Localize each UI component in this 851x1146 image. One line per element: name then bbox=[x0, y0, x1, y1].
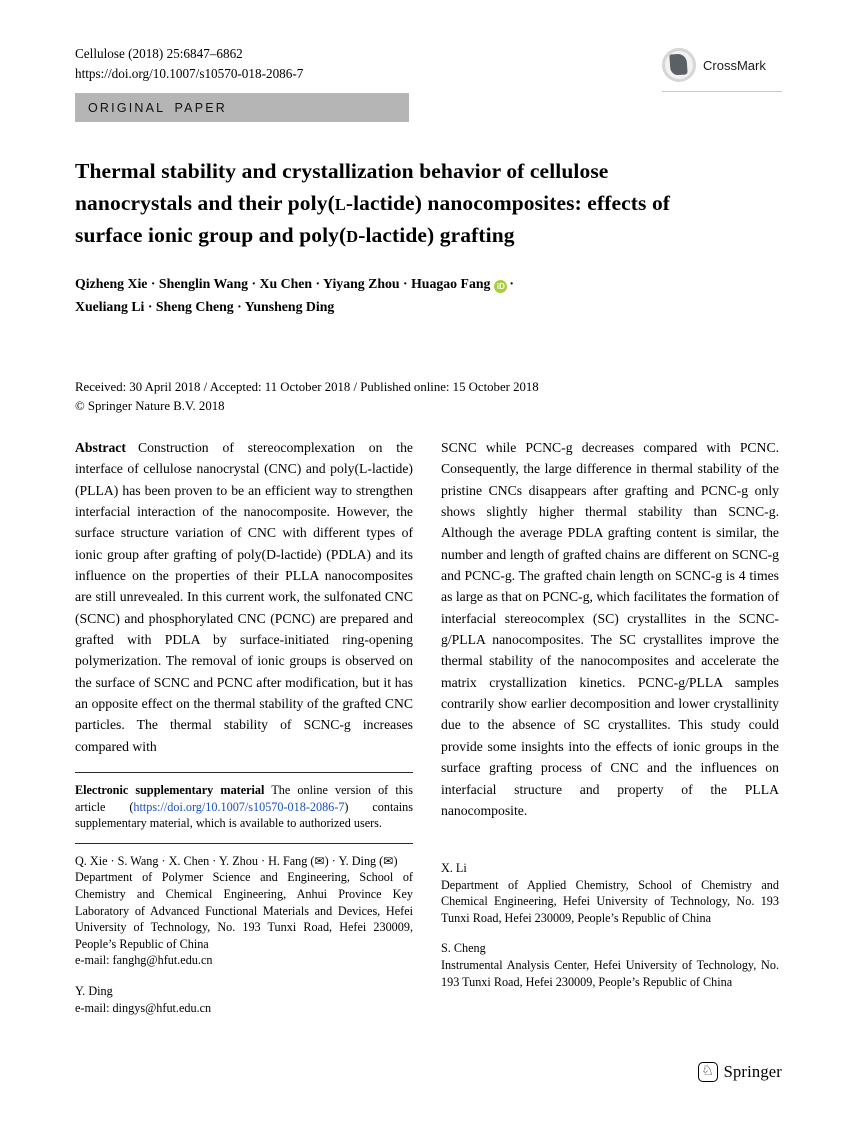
header-citation-block bbox=[75, 44, 303, 84]
abstract-text-right: SCNC while PCNC-g decreases compared with PCNC. Consequently, the large difference in thermal stability of the pristine CNCs disappears after grafting and PCNC-g only shows slightly higher thermal stability than SCNC-g. Although the average PDLA grafting content is similar, the number and length of grafted chains are different on SCNC-g and PCNC-g. The grafted chain length on SCNC-g is 4 times as large as that on PCNC-g, which facilitates the formation of interfacial stereocomplex (SC) crystallites in the SCNC-g/PLLA nanocomposites. The SC crystallites improve the thermal stability of the nanocomposites and accelerate the matrix crystallization kinetics. PCNC-g/PLLA samples contrarily show earlier decomposition and lower crystallinity due to the absence of SC crystallites. This study could provide some insights into the effects of ionic groups in the surface grafting process of CNC and the influences on interfacial structure and property of the PLLA nanocomposite. bbox=[441, 440, 779, 818]
footnote-rule-1 bbox=[75, 772, 413, 773]
footnote-column-right bbox=[441, 860, 779, 990]
affiliation-2-email: e-mail: dingys@hfut.edu.cn bbox=[75, 1000, 212, 1015]
affiliation-4-name: S. Cheng bbox=[441, 941, 486, 956]
original-paper-banner bbox=[75, 93, 409, 122]
affiliation-2-name: Y. Ding bbox=[75, 983, 113, 998]
crossmark-label: CrossMark bbox=[703, 57, 766, 73]
esm-label: Electronic supplementary material bbox=[75, 783, 265, 797]
esm-doi-link[interactable]: https://doi.org/10.1007/s10570-018-2086-7 bbox=[133, 799, 345, 814]
affiliation-2 bbox=[75, 983, 413, 1016]
affiliation-3-name: X. Li bbox=[441, 861, 467, 875]
author-line-1: Qizheng Xie · Shenglin Wang · Xu Chen · Yiyang Zhou · Huagao Fang iD · bbox=[75, 276, 515, 291]
smallcap-d: D bbox=[346, 227, 359, 246]
doi-link[interactable]: https://doi.org/10.1007/s10570-018-2086-7 bbox=[75, 66, 304, 81]
smallcap-l: L bbox=[334, 194, 346, 214]
springer-knight-icon: ♘ bbox=[698, 1062, 718, 1082]
affiliation-1-names: Q. Xie · S. Wang · X. Chen · Y. Zhou · H. Fang (✉) · Y. Ding (✉) bbox=[75, 853, 398, 868]
affiliation-1-email: e-mail: fanghg@hfut.edu.cn bbox=[75, 953, 213, 968]
banner-label: ORIGINAL PAPER bbox=[88, 100, 227, 115]
footnote-column-left bbox=[75, 772, 413, 1016]
affiliation-4-address: Instrumental Analysis Center, Hefei University of Technology, No. 193 Tunxi Road, Hefei 230009, People’s Republic of China bbox=[441, 957, 779, 989]
abstract-label: Abstract bbox=[75, 440, 126, 455]
abstract-column-right bbox=[441, 437, 779, 821]
author-line-2: Xueliang Li · Sheng Cheng · Yunsheng Ding bbox=[75, 299, 335, 314]
springer-wordmark: Springer bbox=[723, 1062, 782, 1081]
springer-logo bbox=[698, 1062, 782, 1082]
esm-note: Electronic supplementary material The online version of this article (https://doi.org/10.1007/s10570-018-2086-7) contains supplementary material, which is available to authorized users. bbox=[75, 783, 413, 831]
affiliation-3-address: Department of Applied Chemistry, School of Chemistry and Chemical Engineering, Hefei University of Technology, No. 193 Tunxi Road, Hefei 230009, People’s Republic of China bbox=[441, 877, 779, 925]
footnote-rule-2 bbox=[75, 843, 413, 844]
affiliation-4 bbox=[441, 940, 779, 990]
orcid-icon[interactable]: iD bbox=[494, 280, 507, 293]
affiliation-1 bbox=[75, 853, 413, 969]
copyright-line: © Springer Nature B.V. 2018 bbox=[75, 399, 225, 413]
author-list bbox=[75, 272, 765, 318]
crossmark-badge[interactable] bbox=[662, 48, 782, 92]
journal-citation: Cellulose (2018) 25:6847–6862 bbox=[75, 46, 243, 61]
abstract-column-left bbox=[75, 437, 413, 757]
affiliation-1-address: Department of Polymer Science and Engineering, School of Chemistry and Chemical Engineering, Anhui Province Key Laboratory of Advanced Functional Materials and Devices, Hefei University of Technology, No. 193 Tunxi Road, Hefei 230009, People’s Republic of China bbox=[75, 870, 413, 951]
received-line: Received: 30 April 2018 / Accepted: 11 October 2018 / Published online: 15 October 2018 bbox=[75, 380, 539, 394]
article-meta bbox=[75, 378, 539, 416]
crossmark-logo-icon bbox=[662, 48, 696, 82]
paper-title: Thermal stability and crystallization behavior of cellulose nanocrystals and their poly(L-lactide) nanocomposites: effects of surface ionic group and poly(D-lactide) grafting bbox=[75, 159, 671, 247]
affiliation-3 bbox=[441, 860, 779, 926]
abstract-text-left: Construction of stereocomplexation on the interface of cellulose nanocrystal (CNC) and poly(L-lactide) (PLLA) has been proven to be an efficient way to strengthen interfacial interaction of the nanocomposite. However, the surface structure variation of CNC with different types of ionic group after grafting of poly(D-lactide) (PDLA) and its influence on the properties of their PLLA nanocomposites are still unrevealed. In this current work, the sulfonated CNC (SCNC) and phosphorylated CNC (PCNC) are prepared and grafted with PDLA by surface-initiated ring-opening polymerization. The removal of ionic groups is observed on the surface of SCNC and PCNC after modification, but it has an opposite effect on the thermal stability of the grafted CNC particles. The thermal stability of SCNC-g increases compared with bbox=[75, 440, 413, 754]
